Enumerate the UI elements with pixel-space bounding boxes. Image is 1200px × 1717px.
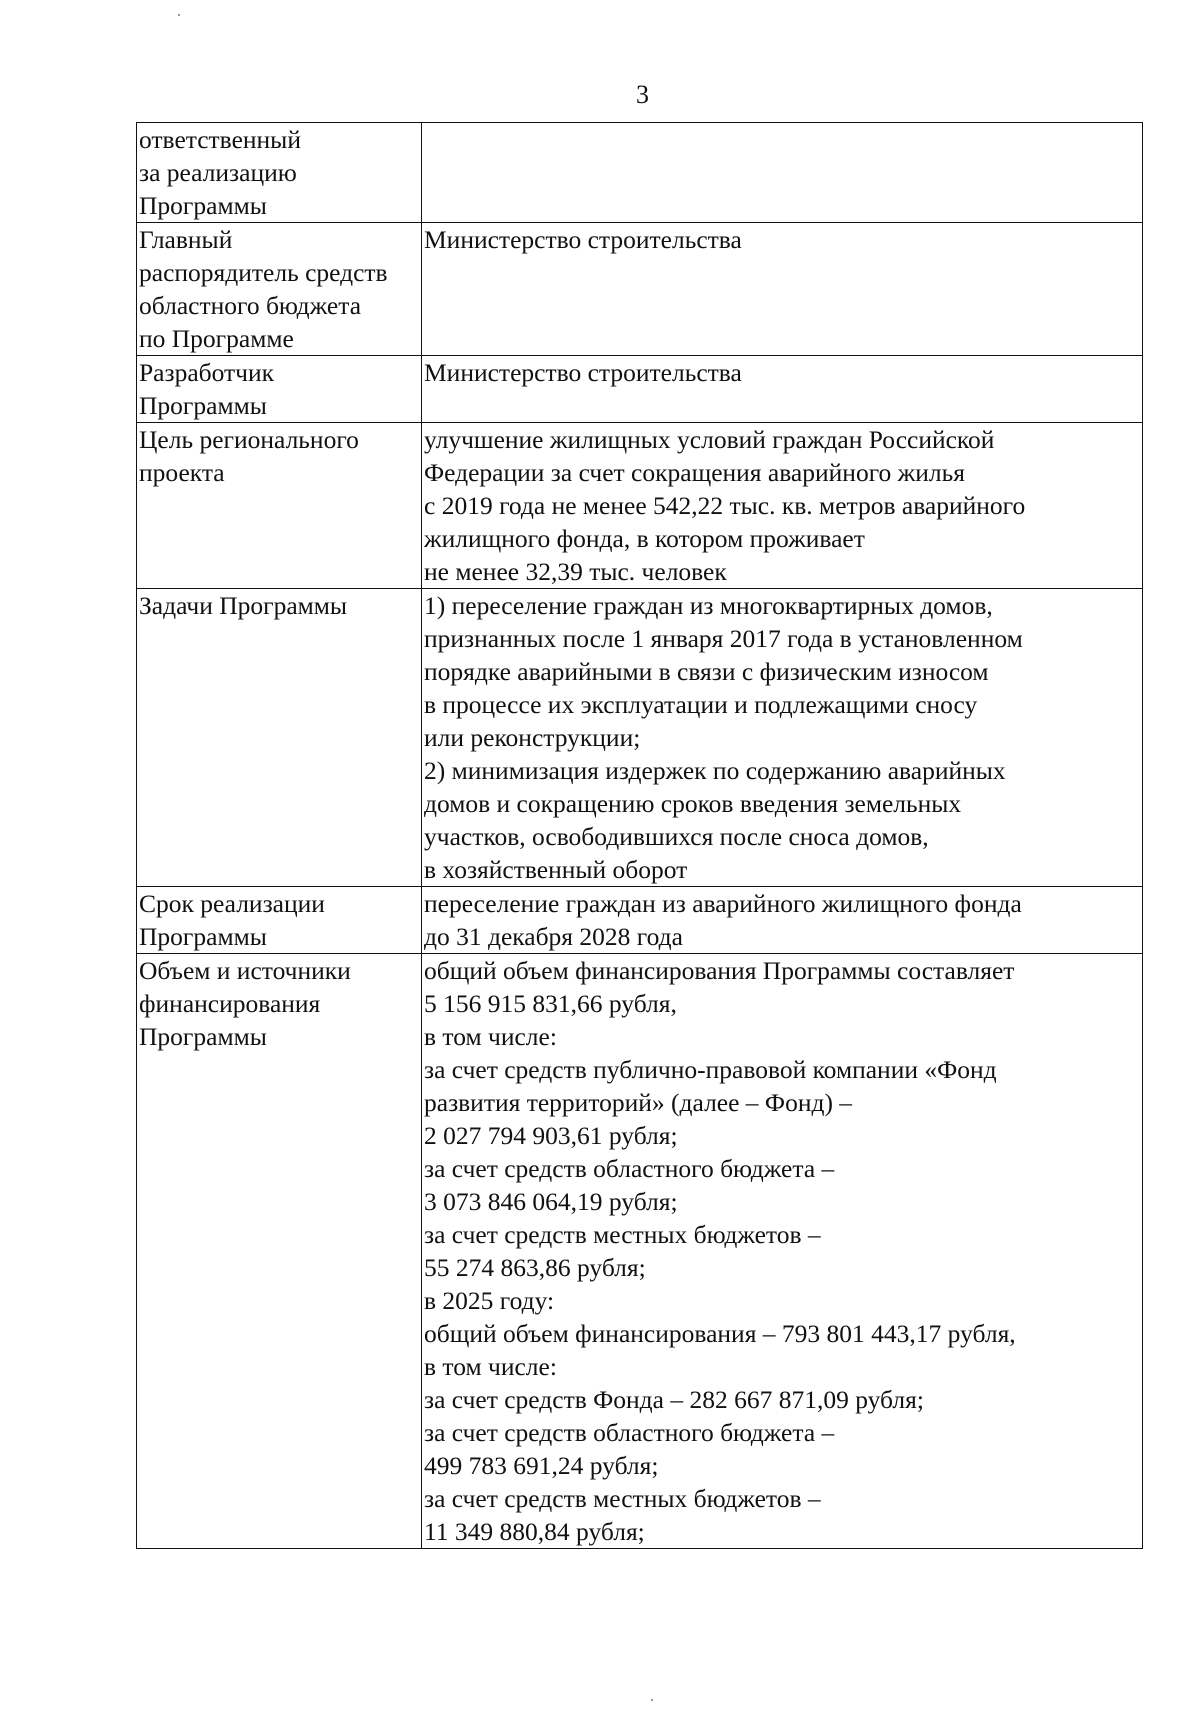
row-label-line: Цель регионального: [139, 425, 359, 454]
row-label-line: проекта: [139, 458, 225, 487]
row-value-cell: [422, 423, 1143, 589]
row-label-line: Разработчик: [139, 358, 275, 387]
row-value-cell: [422, 356, 1143, 423]
row-value-line: за счет средств Фонда – 282 667 871,09 рубля;: [424, 1385, 924, 1414]
row-value-line: улучшение жилищных условий граждан Российской: [424, 425, 995, 454]
row-value-line: 55 274 863,86 рубля;: [424, 1253, 646, 1282]
row-label-line: по Программе: [139, 324, 294, 353]
row-label-line: финансирования: [139, 989, 321, 1018]
row-value-line: в том числе:: [424, 1022, 557, 1051]
row-value-line: не менее 32,39 тыс. человек: [424, 557, 727, 586]
row-value-cell: [422, 954, 1143, 1549]
row-value-line: Федерации за счет сокращения аварийного жилья: [424, 458, 965, 487]
table-row: [137, 223, 1143, 356]
row-label-cell: [137, 887, 422, 954]
row-label-cell: [137, 356, 422, 423]
program-passport-table: [136, 122, 1143, 1549]
row-label-line: ответственный: [139, 125, 301, 154]
row-label-cell: [137, 223, 422, 356]
row-value-line: 2) минимизация издержек по содержанию аварийных: [424, 756, 1006, 785]
table-row: [137, 887, 1143, 954]
row-value-line: развития территорий» (далее – Фонд) –: [424, 1088, 853, 1117]
row-value-line: 1) переселение граждан из многоквартирных домов,: [424, 591, 993, 620]
scan-speck: [651, 1699, 653, 1701]
row-value-line: участков, освободившихся после сноса домов,: [424, 822, 929, 851]
row-label-line: Задачи Программы: [139, 591, 348, 620]
table-row: [137, 954, 1143, 1549]
row-value-cell: [422, 887, 1143, 954]
page-number: 3: [636, 80, 649, 109]
row-label-line: за реализацию: [139, 158, 297, 187]
row-label-line: Программы: [139, 391, 267, 420]
row-value-line: жилищного фонда, в котором проживает: [424, 524, 865, 553]
table-row: [137, 123, 1143, 223]
row-value-line: 499 783 691,24 рубля;: [424, 1451, 659, 1480]
row-value-line: за счет средств публично-правовой компании «Фонд: [424, 1055, 997, 1084]
row-label-line: областного бюджета: [139, 291, 362, 320]
table-row: [137, 423, 1143, 589]
scan-speck: [178, 14, 180, 16]
row-value-line: общий объем финансирования Программы составляет: [424, 956, 1015, 985]
row-value-line: за счет средств областного бюджета –: [424, 1154, 835, 1183]
table-row: [137, 589, 1143, 887]
row-value-line: в хозяйственный оборот: [424, 855, 688, 884]
row-value-line: 3 073 846 064,19 рубля;: [424, 1187, 678, 1216]
row-value-line: 11 349 880,84 рубля;: [424, 1517, 645, 1546]
row-value-cell: [422, 589, 1143, 887]
row-value-line: Министерство строительства: [424, 358, 742, 387]
row-value-cell: [422, 123, 1143, 223]
row-value-line: общий объем финансирования – 793 801 443,17 рубля,: [424, 1319, 1016, 1348]
row-value-line: домов и сокращению сроков введения земельных: [424, 789, 962, 818]
row-value-line: Министерство строительства: [424, 225, 742, 254]
row-label-line: Программы: [139, 922, 267, 951]
row-label-line: Главный: [139, 225, 233, 254]
table-row: [137, 356, 1143, 423]
row-value-line: в том числе:: [424, 1352, 557, 1381]
row-label-cell: [137, 123, 422, 223]
row-value-line: за счет средств местных бюджетов –: [424, 1220, 821, 1249]
table-body: [137, 123, 1143, 1549]
row-value-line: с 2019 года не менее 542,22 тыс. кв. метров аварийного: [424, 491, 1026, 520]
row-value-line: порядке аварийными в связи с физическим износом: [424, 657, 989, 686]
row-label-line: Объем и источники: [139, 956, 351, 985]
row-value-line: признанных после 1 января 2017 года в установленном: [424, 624, 1023, 653]
row-label-cell: [137, 954, 422, 1549]
row-value-line: за счет средств местных бюджетов –: [424, 1484, 821, 1513]
row-label-line: Программы: [139, 191, 267, 220]
row-label-line: Срок реализации: [139, 889, 325, 918]
row-label-line: Программы: [139, 1022, 267, 1051]
row-value-line: за счет средств областного бюджета –: [424, 1418, 835, 1447]
row-value-line: в 2025 году:: [424, 1286, 555, 1315]
row-value-line: в процессе их эксплуатации и подлежащими сносу: [424, 690, 978, 719]
row-value-cell: [422, 223, 1143, 356]
row-value-line: до 31 декабря 2028 года: [424, 922, 683, 951]
row-value-line: или реконструкции;: [424, 723, 641, 752]
row-value-line: 2 027 794 903,61 рубля;: [424, 1121, 678, 1150]
row-value-line: переселение граждан из аварийного жилищного фонда: [424, 889, 1022, 918]
row-label-cell: [137, 589, 422, 887]
row-label-cell: [137, 423, 422, 589]
row-value-line: 5 156 915 831,66 рубля,: [424, 989, 677, 1018]
row-label-line: распорядитель средств: [139, 258, 388, 287]
